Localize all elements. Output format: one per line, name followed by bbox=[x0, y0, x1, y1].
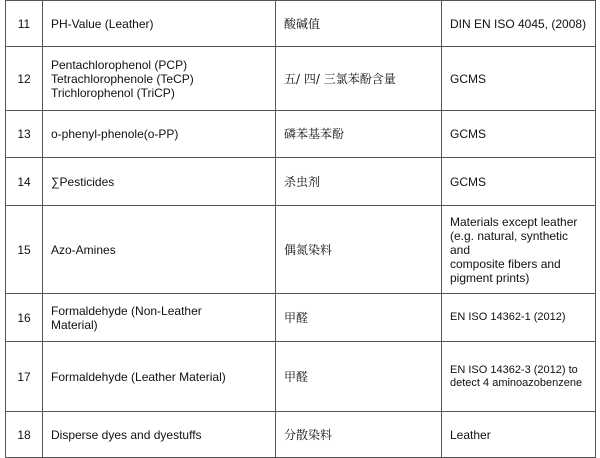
test-method: GCMS bbox=[442, 47, 596, 111]
test-method: Leather bbox=[442, 412, 596, 458]
test-item-chinese: 磷苯基苯酚 bbox=[276, 111, 442, 158]
test-item-chinese: 甲醛 bbox=[276, 342, 442, 412]
test-item-name: Azo-Amines bbox=[43, 206, 276, 294]
test-method bbox=[442, 206, 596, 294]
method-line: composite fibers and bbox=[450, 256, 561, 271]
test-item-chinese: 偶氮染料 bbox=[276, 206, 442, 294]
row-number: 14 bbox=[6, 158, 43, 206]
method-line: EN ISO 14362-3 (2012) to bbox=[450, 363, 578, 376]
table-row bbox=[6, 412, 596, 458]
name-line: Tetrachlorophenole (TeCP) bbox=[51, 71, 194, 86]
test-item-name: o-phenyl-phenole(o-PP) bbox=[43, 111, 276, 158]
test-item-chinese: 五/ 四/ 三氯苯酚含量 bbox=[276, 47, 442, 111]
name-line: Trichlorophenol (TriCP) bbox=[51, 85, 175, 100]
method-line: Materials except leather bbox=[450, 214, 578, 229]
row-number: 17 bbox=[6, 342, 43, 412]
row-number: 18 bbox=[6, 412, 43, 458]
row-number: 16 bbox=[6, 294, 43, 342]
method-line: detect 4 aminoazobenzene bbox=[450, 376, 583, 389]
test-item-name bbox=[43, 47, 276, 111]
table-row bbox=[6, 294, 596, 342]
name-line: Formaldehyde (Non-Leather bbox=[51, 303, 202, 318]
test-method bbox=[442, 342, 596, 412]
name-line: Pentachlorophenol (PCP) bbox=[51, 57, 188, 72]
row-number: 13 bbox=[6, 111, 43, 158]
test-item-name: ∑Pesticides bbox=[43, 158, 276, 206]
table-row bbox=[6, 158, 596, 206]
row-number: 11 bbox=[6, 1, 43, 47]
test-item-chinese: 杀虫剂 bbox=[276, 158, 442, 206]
name-line: Material) bbox=[51, 317, 98, 332]
table-row bbox=[6, 206, 596, 294]
row-number: 12 bbox=[6, 47, 43, 111]
row-number: 15 bbox=[6, 206, 43, 294]
test-item-chinese: 甲醛 bbox=[276, 294, 442, 342]
test-method: GCMS bbox=[442, 158, 596, 206]
table-row bbox=[6, 47, 596, 111]
table-row bbox=[6, 342, 596, 412]
test-item-name: PH-Value (Leather) bbox=[43, 1, 276, 47]
table-row bbox=[6, 1, 596, 47]
method-line: (e.g. natural, synthetic and bbox=[450, 228, 569, 257]
test-item-name bbox=[43, 294, 276, 342]
test-method: EN ISO 14362-1 (2012) bbox=[442, 294, 596, 342]
method-line: pigment prints) bbox=[450, 270, 530, 285]
table-row bbox=[6, 111, 596, 158]
test-method: GCMS bbox=[442, 111, 596, 158]
test-item-chinese: 酸碱值 bbox=[276, 1, 442, 47]
test-item-name: Disperse dyes and dyestuffs bbox=[43, 412, 276, 458]
test-method: DIN EN ISO 4045, (2008) bbox=[442, 1, 596, 47]
test-items-table bbox=[5, 0, 596, 458]
test-item-name: Formaldehyde (Leather Material) bbox=[43, 342, 276, 412]
test-item-chinese: 分散染料 bbox=[276, 412, 442, 458]
